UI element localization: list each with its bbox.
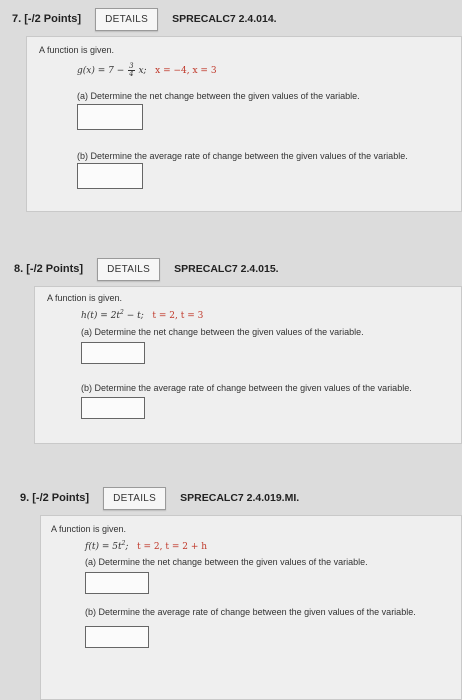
fraction-numerator: 3: [129, 62, 134, 70]
function-right: ;: [125, 542, 129, 552]
part-a-answer-input[interactable]: [77, 104, 143, 130]
question-7-header: [12, 2, 277, 36]
part-a-answer-input[interactable]: [85, 572, 149, 594]
question-code: SPRECALC7 2.4.019.MI.: [180, 492, 300, 504]
question-8-body: [34, 286, 462, 444]
question-points: [-/2 Points]: [32, 492, 90, 504]
question-points: [-/2 Points]: [24, 13, 82, 25]
part-b-prompt: (b) Determine the average rate of change between the given values of the variable.: [81, 383, 412, 393]
question-7-body: [26, 36, 462, 212]
question-8-number-points: [14, 263, 83, 275]
fraction: [128, 63, 134, 78]
question-number: 9.: [20, 492, 30, 504]
function-exponent: 2: [120, 309, 124, 316]
question-8-header: [14, 252, 279, 286]
part-b-prompt: (b) Determine the average rate of change between the given values of the variable.: [85, 607, 416, 617]
function-expression: [77, 63, 217, 78]
question-7-number-points: [12, 13, 81, 25]
part-b-answer-input[interactable]: [85, 626, 149, 648]
function-right: − t;: [123, 311, 144, 321]
part-a-prompt: (a) Determine the net change between the given values of the variable.: [85, 557, 368, 567]
details-button[interactable]: DETAILS: [95, 8, 158, 31]
part-b-prompt: (b) Determine the average rate of change between the given values of the variable.: [77, 151, 408, 161]
variable-values: t = 2, t = 2 + h: [137, 542, 208, 552]
question-code: SPRECALC7 2.4.014.: [172, 13, 277, 25]
fraction-denominator: 4: [129, 70, 134, 78]
question-9-body: [40, 515, 462, 700]
question-prompt: A function is given.: [47, 293, 123, 303]
question-9-header: [20, 481, 299, 515]
function-expression: [85, 540, 207, 552]
part-a-prompt: (a) Determine the net change between the given values of the variable.: [77, 91, 360, 101]
part-b-answer-input[interactable]: [77, 163, 143, 189]
variable-values: t = 2, t = 3: [152, 311, 204, 321]
question-prompt: A function is given.: [51, 524, 127, 534]
function-expression: [81, 309, 203, 321]
details-button[interactable]: DETAILS: [103, 487, 166, 510]
function-left: h(t) = 2t: [81, 311, 121, 321]
function-left: f(t) = 5t: [85, 542, 122, 552]
part-a-prompt: (a) Determine the net change between the given values of the variable.: [81, 327, 364, 337]
question-code: SPRECALC7 2.4.015.: [174, 263, 279, 275]
part-a-answer-input[interactable]: [81, 342, 145, 364]
details-button[interactable]: DETAILS: [97, 258, 160, 281]
question-prompt: A function is given.: [39, 45, 115, 55]
function-right: x;: [138, 66, 147, 76]
question-points: [-/2 Points]: [26, 263, 84, 275]
function-exponent: 2: [121, 540, 126, 547]
variable-values: x = −4, x = 3: [155, 66, 217, 76]
function-left: g(x) = 7 −: [77, 66, 125, 76]
question-number: 8.: [14, 263, 24, 275]
question-9-number-points: [20, 492, 89, 504]
question-number: 7.: [12, 13, 22, 25]
part-b-answer-input[interactable]: [81, 397, 145, 419]
